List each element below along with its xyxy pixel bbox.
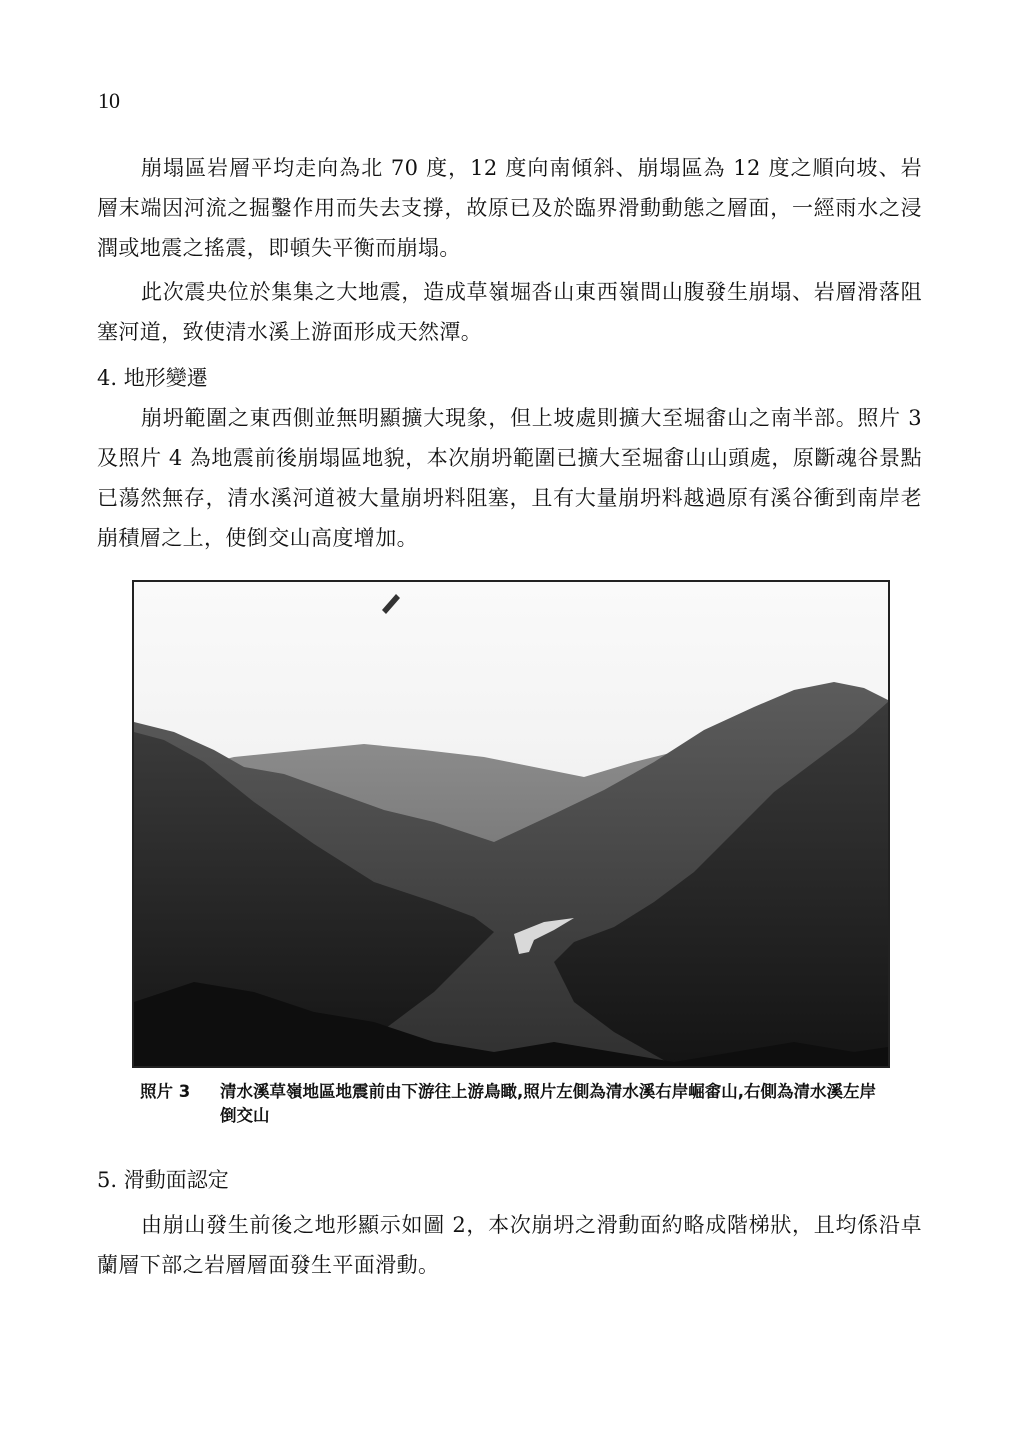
- heading-sliding-surface: 5. 滑動面認定: [97, 1168, 229, 1192]
- page-number: 10: [98, 88, 120, 113]
- landscape-photo: [132, 580, 890, 1068]
- paragraph-collapse-geology: 崩塌區岩層平均走向為北 70 度，12 度向南傾斜、崩塌區為 12 度之順向坡、岩層末端因河流之掘鑿作用而失去支撐，故原已及於臨界滑動動態之層面，一經雨水之浸潤或地震之搖震，即頓失平衡而崩塌。: [97, 156, 922, 260]
- paragraph-earthquake-effect: 此次震央位於集集之大地震，造成草嶺堀沓山東西嶺間山腹發生崩塌、岩層滑落阻塞河道，致使清水溪上游面形成天然潭。: [97, 280, 922, 344]
- heading-terrain-change: 4. 地形變遷: [97, 366, 208, 390]
- mountain-valley-illustration: [134, 582, 888, 1066]
- paragraph-sliding-surface: 由崩山發生前後之地形顯示如圖 2，本次崩坍之滑動面約略成階梯狀，且均係沿卓蘭層下部之岩層層面發生平面滑動。: [97, 1213, 922, 1277]
- caption-text: 清水溪草嶺地區地震前由下游往上游鳥瞰,照片左側為清水溪右岸崛畬山,右側為清水溪左岸倒交山: [220, 1082, 877, 1125]
- paragraph-terrain-change: 崩坍範圍之東西側並無明顯擴大現象，但上坡處則擴大至堀畬山之南半部。照片 3 及照片 4 為地震前後崩塌區地貌，本次崩坍範圍已擴大至堀畬山山頭處，原斷魂谷景點已蕩然無存，清水溪河道被大量崩坍料阻塞，且有大量崩坍料越過原有溪谷衝到南岸老崩積層之上，使倒交山高度增加。: [97, 406, 922, 550]
- caption-label: 照片 3: [140, 1082, 191, 1101]
